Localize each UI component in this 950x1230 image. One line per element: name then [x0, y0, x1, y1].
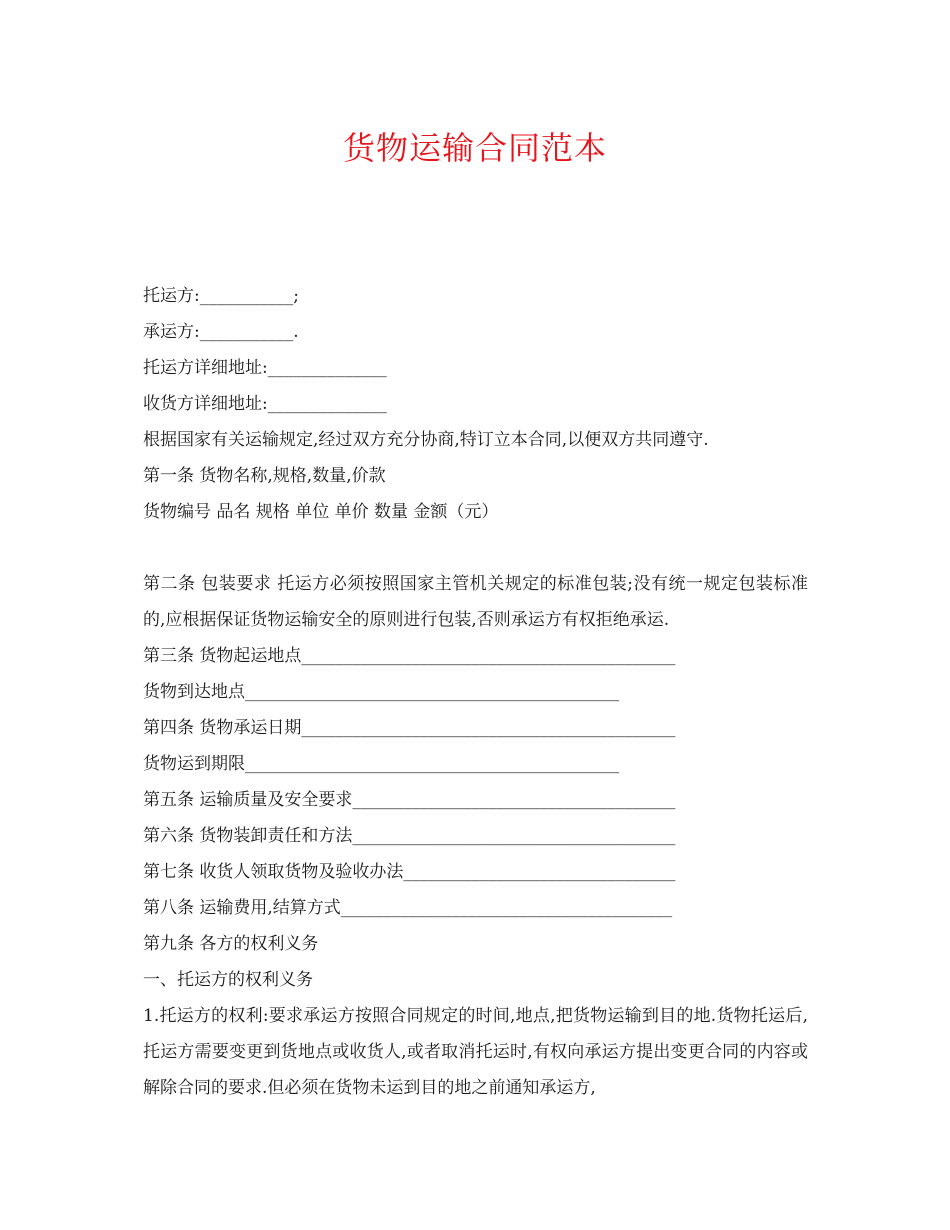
- consignee-address-line: 收货方详细地址:______________: [143, 394, 387, 414]
- contract-body: [143, 278, 808, 1106]
- article-3-line: 第三条 货物起运地点____________________________________________: [143, 646, 676, 666]
- section-1-heading: 一、托运方的权利义务: [143, 970, 313, 990]
- article-1-heading: 第一条 货物名称,规格,数量,价款: [143, 466, 386, 486]
- delivery-deadline-line: 货物运到期限____________________________________________: [143, 754, 619, 774]
- carrier-line: 承运方:___________.: [143, 322, 299, 342]
- article-6-line: 第六条 货物装卸责任和方法______________________________________: [143, 826, 676, 846]
- shipper-address-line: 托运方详细地址:______________: [143, 358, 387, 378]
- document-title: 货物运输合同范本: [342, 129, 607, 167]
- article-8-line: 第八条 运输费用,结算方式_______________________________________: [143, 898, 673, 918]
- shipper-line: 托运方:___________;: [143, 286, 299, 306]
- article-9-heading: 第九条 各方的权利义务: [143, 934, 319, 954]
- article-2-text: 第二条 包装要求 托运方必须按照国家主管机关规定的标准包装;没有统一规定包装标准的,应根据保证货物运输安全的原则进行包装,否则承运方有权拒绝承运.: [143, 574, 808, 630]
- article-5-line: 第五条 运输质量及安全要求______________________________________: [143, 790, 676, 810]
- blank-spacer: [143, 530, 808, 566]
- goods-table-header: 货物编号 品名 规格 单位 单价 数量 金额（元）: [143, 502, 499, 522]
- arrival-place-line: 货物到达地点____________________________________________: [143, 682, 619, 702]
- article-4-line: 第四条 货物承运日期____________________________________________: [143, 718, 676, 738]
- item-1-text: 1.托运方的权利:要求承运方按照合同规定的时间,地点,把货物运输到目的地.货物托运后,托运方需要变更到货地点或收货人,或者取消托运时,有权向承运方提出变更合同的内容或解除合同的要求.但必须在货物未运到目的地之前通知承运方,: [143, 1006, 808, 1098]
- article-7-line: 第七条 收货人领取货物及验收办法________________________________: [143, 862, 676, 882]
- preamble-text: 根据国家有关运输规定,经过双方充分协商,特订立本合同,以便双方共同遵守.: [143, 430, 709, 450]
